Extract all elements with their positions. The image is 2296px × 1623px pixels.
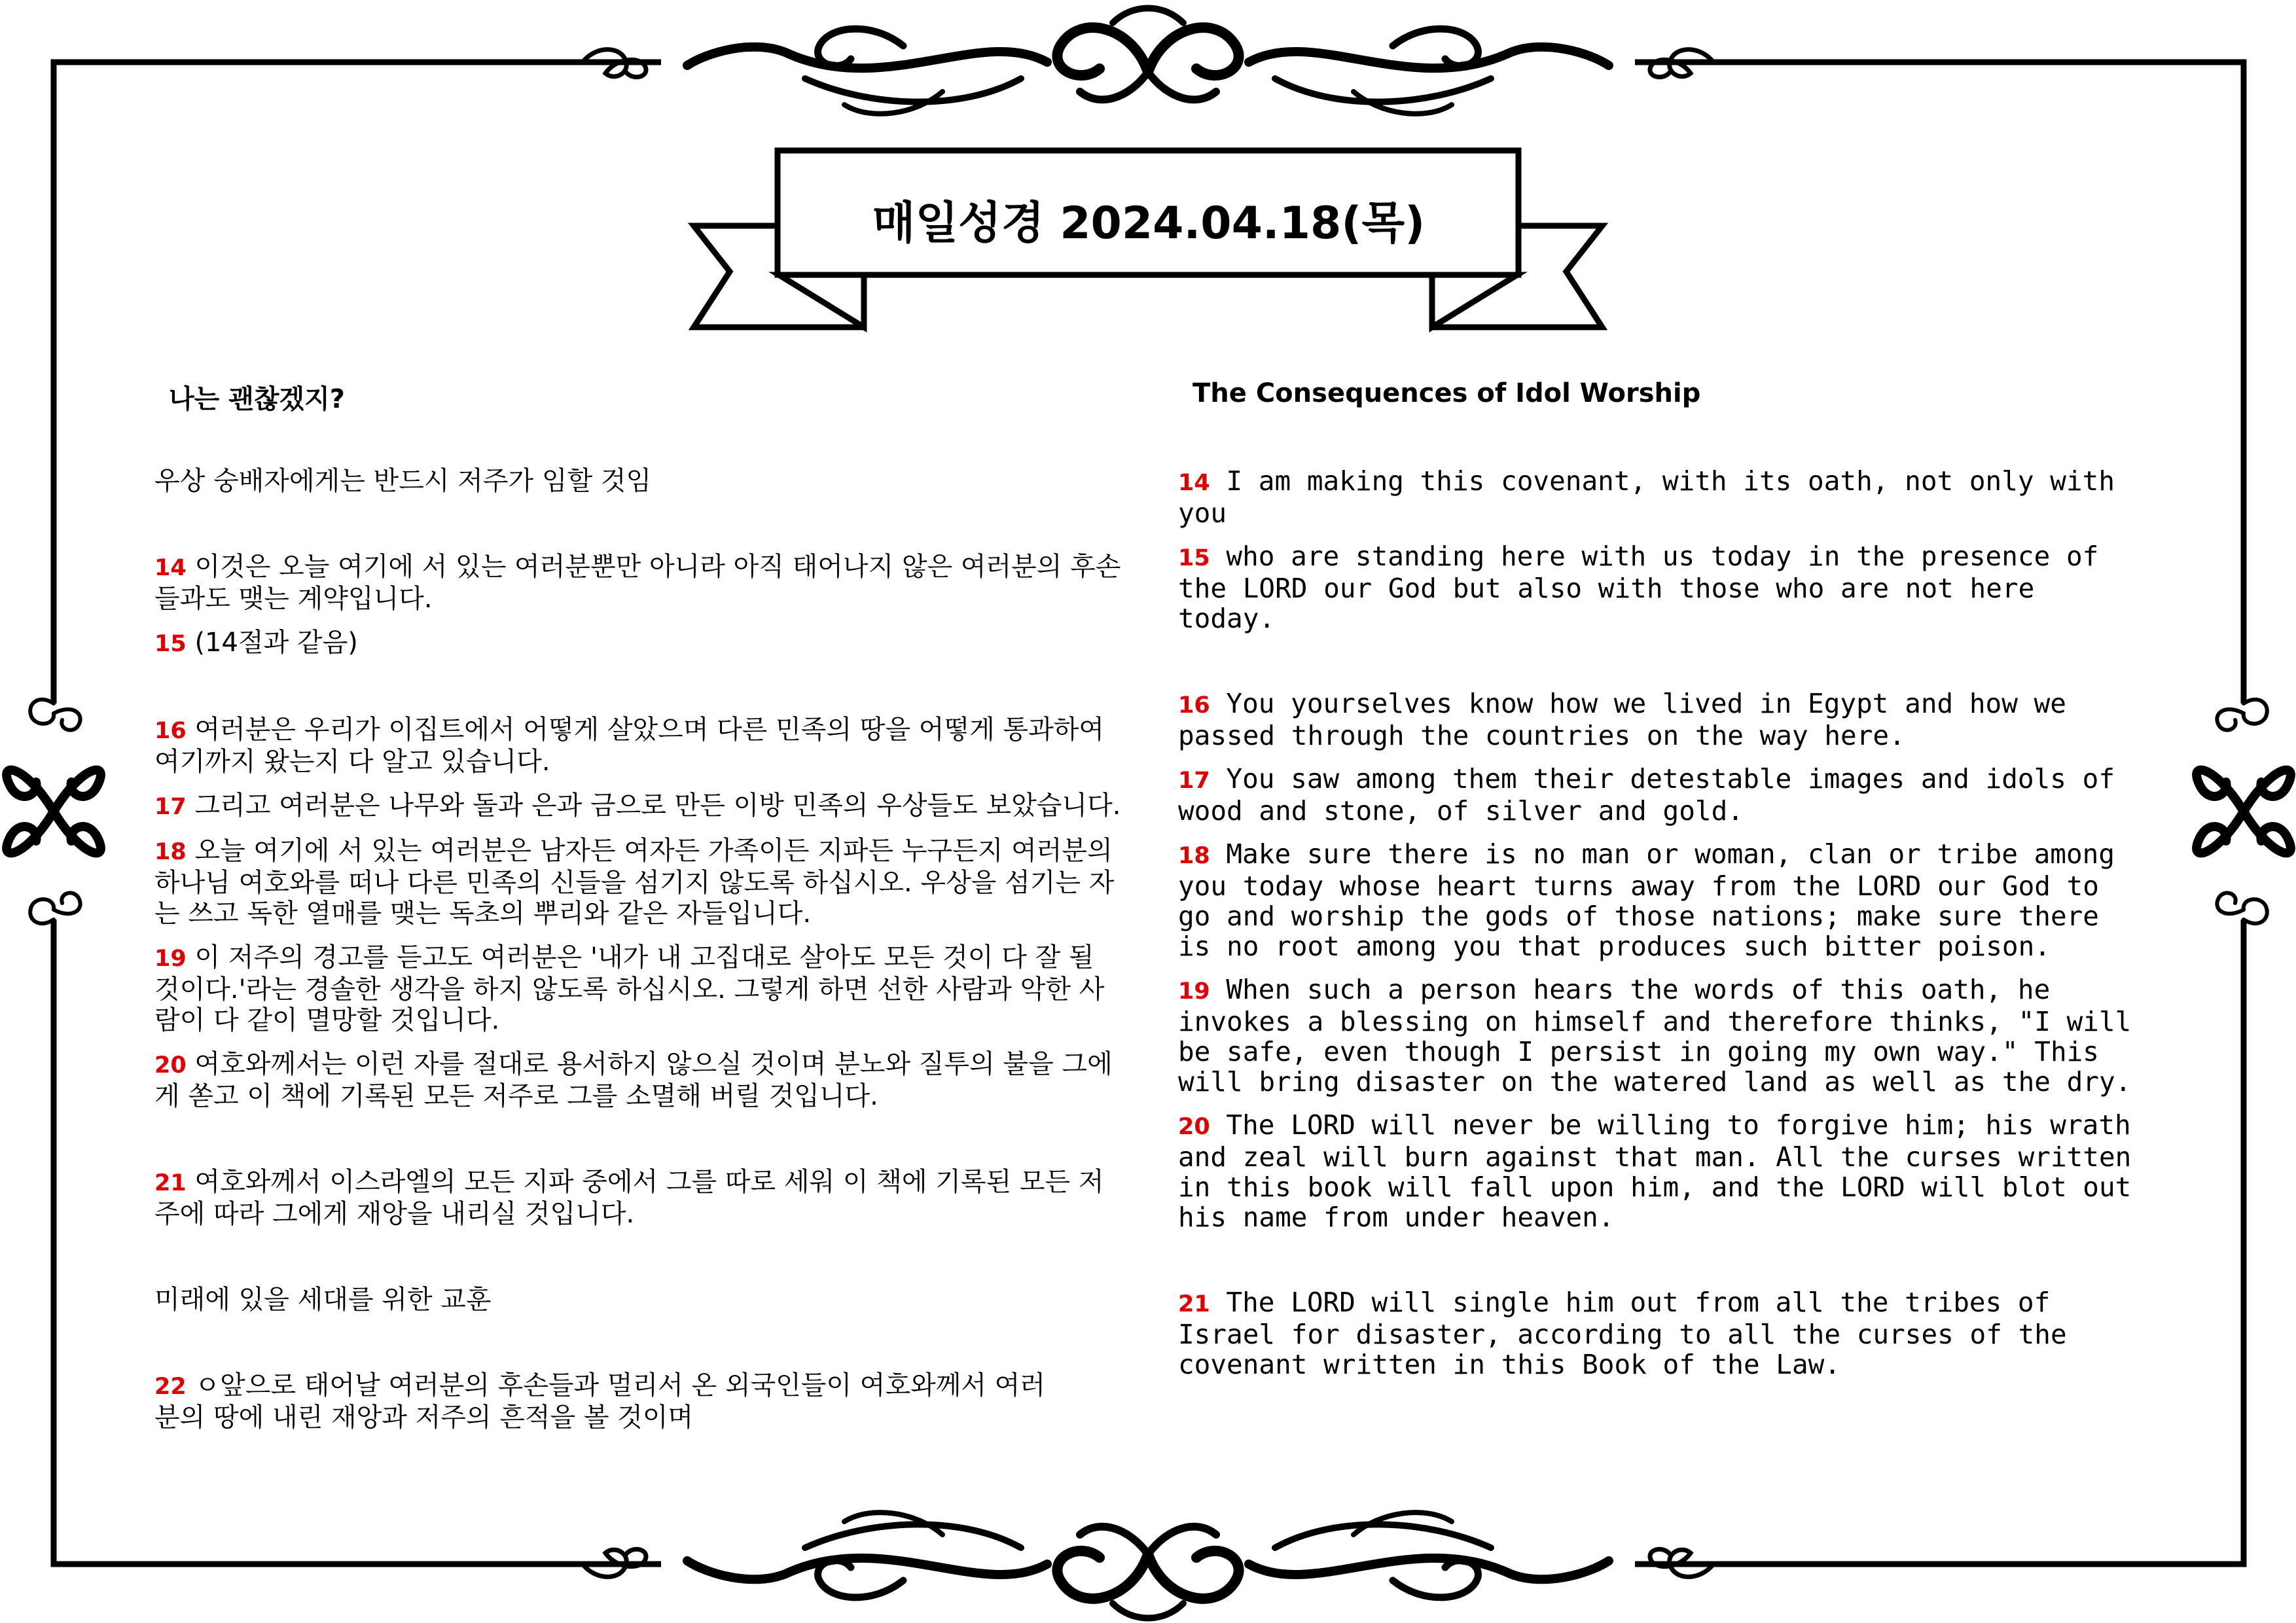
verse-text: (14절과 같음)	[194, 628, 358, 658]
verse-text: ㅇ앞으로 태어날 여러분의 후손들과 멀리서 온 외국인들이 여호와께서 여러분의 땅에 내린 재앙과 저주의 흔적을 볼 것이며	[154, 1370, 1045, 1433]
verse-number: 17	[1178, 768, 1210, 794]
verse-number: 20	[154, 1052, 187, 1079]
verse-number: 15	[154, 631, 187, 657]
verse-number: 18	[154, 839, 187, 865]
verse-number: 17	[154, 794, 187, 820]
verse-en-15	[1178, 541, 2147, 633]
verse-number: 21	[1178, 1291, 1210, 1317]
verse-number: 21	[154, 1170, 187, 1196]
verse-text: You yourselves know how we lived in Egypt and how we passed through the countries on the way here.	[1178, 688, 2066, 751]
english-column	[1178, 466, 2147, 1380]
left-side-ornament-icon	[7, 700, 101, 923]
top-ornament-icon	[687, 9, 1609, 114]
verse-ko-18	[154, 836, 1123, 929]
verse-text: You saw among them their detestable images and idols of wood and stone, of silver and gold.	[1178, 763, 2115, 827]
verse-text: Make sure there is no man or woman, clan or tribe among you today whose heart turns away from the LORD our God to go and worship the gods of those nations; make sure there is no root among you that produces such bitter poison.	[1178, 838, 2115, 962]
right-side-ornament-icon	[2197, 700, 2291, 923]
verse-text: 여호와께서 이스라엘의 모든 지파 중에서 그를 따로 세워 이 책에 기록된 모든 저주에 따라 그에게 재앙을 내리실 것입니다.	[154, 1167, 1104, 1229]
korean-subtitle: 우상 숭배자에게는 반드시 저주가 임할 것임	[154, 466, 652, 496]
verse-en-18	[1178, 839, 2147, 961]
verse-en-20	[1178, 1110, 2147, 1232]
verse-ko-19	[154, 942, 1123, 1036]
verse-number: 19	[1178, 978, 1210, 1005]
verse-ko-16	[154, 715, 1123, 777]
verse-ko-20	[154, 1049, 1123, 1112]
verse-number: 22	[154, 1374, 187, 1400]
verse-en-14	[1178, 466, 2147, 528]
page-title: 매일성경 2024.04.18(목)	[872, 197, 1426, 249]
verse-text: The LORD will never be willing to forgive him; his wrath and zeal will burn against that man. All the curses written in this book will fall upon him, and the LORD will blot out his name from under heaven.	[1178, 1109, 2132, 1233]
verse-text: who are standing here with us today in the presence of the LORD our God but also with those who are not here today.	[1178, 541, 2099, 634]
verse-text: 이 저주의 경고를 듣고도 여러분은 '내가 내 고집대로 살아도 모든 것이 다 잘 될 것이다.'라는 경솔한 생각을 하지 않도록 하십시오. 그렇게 하면 선한 사람과 악한 사람이 다 같이 멸망할 것입니다.	[154, 942, 1105, 1035]
verse-number: 20	[1178, 1114, 1210, 1140]
korean-column	[154, 466, 1123, 1433]
verse-ko-21	[154, 1167, 1123, 1230]
verse-text: When such a person hears the words of this oath, he invokes a blessing on himself and therefore thinks, "I will be safe, even though I persist in going my own way." This will bring disaster on the watered land as well as the dry.	[1178, 974, 2132, 1097]
verse-text: 여러분은 우리가 이집트에서 어떻게 살았으며 다른 민족의 땅을 어떻게 통과하여 여기까지 왔는지 다 알고 있습니다.	[154, 715, 1104, 777]
verse-number: 14	[1178, 470, 1210, 496]
verse-text: 오늘 여기에 서 있는 여러분은 남자든 여자든 가족이든 지파든 누구든지 여러분의 하나님 여호와를 떠나 다른 민족의 신들을 섬기지 않도록 하십시오. 우상을 섬기는 자는 쓰고 독한 열매를 맺는 독초의 뿌리와 같은 자들입니다.	[154, 836, 1115, 929]
verse-en-17	[1178, 764, 2147, 826]
verse-ko-22	[154, 1370, 1058, 1433]
english-heading: The Consequences of Idol Worship	[1193, 378, 1701, 408]
verse-ko-17	[154, 791, 1123, 823]
verse-text: The LORD will single him out from all the tribes of Israel for disaster, according to all the curses of the covenant written in this Book of the Law.	[1178, 1287, 2067, 1380]
verse-text: I am making this covenant, with its oath, not only with you	[1178, 465, 2115, 529]
verse-text: 이것은 오늘 여기에 서 있는 여러분뿐만 아니라 아직 태어나지 않은 여러분의 후손들과도 맺는 계약입니다.	[154, 552, 1121, 614]
bottom-ornament-icon	[583, 1512, 1713, 1618]
verse-number: 19	[154, 946, 187, 972]
verse-number: 18	[1178, 843, 1210, 869]
verse-number: 14	[154, 555, 187, 581]
verse-number: 16	[1178, 692, 1210, 719]
korean-heading: 나는 괜찮겠지?	[169, 384, 345, 414]
verse-number: 16	[154, 718, 187, 744]
verse-text: 그리고 여러분은 나무와 돌과 은과 금으로 만든 이방 민족의 우상들도 보았습니다.	[194, 791, 1121, 821]
verse-ko-14	[154, 552, 1123, 615]
verse-en-21	[1178, 1287, 2147, 1380]
verse-en-19	[1178, 974, 2147, 1097]
verse-en-16	[1178, 688, 2147, 751]
korean-subtitle: 미래에 있을 세대를 위한 교훈	[154, 1285, 492, 1315]
verse-text: 여호와께서는 이런 자를 절대로 용서하지 않으실 것이며 분노와 질투의 불을 그에게 쏟고 이 책에 기록된 모든 저주로 그를 소멸해 버릴 것입니다.	[154, 1049, 1113, 1111]
verse-ko-15	[154, 628, 1123, 660]
verse-number: 15	[1178, 545, 1210, 571]
